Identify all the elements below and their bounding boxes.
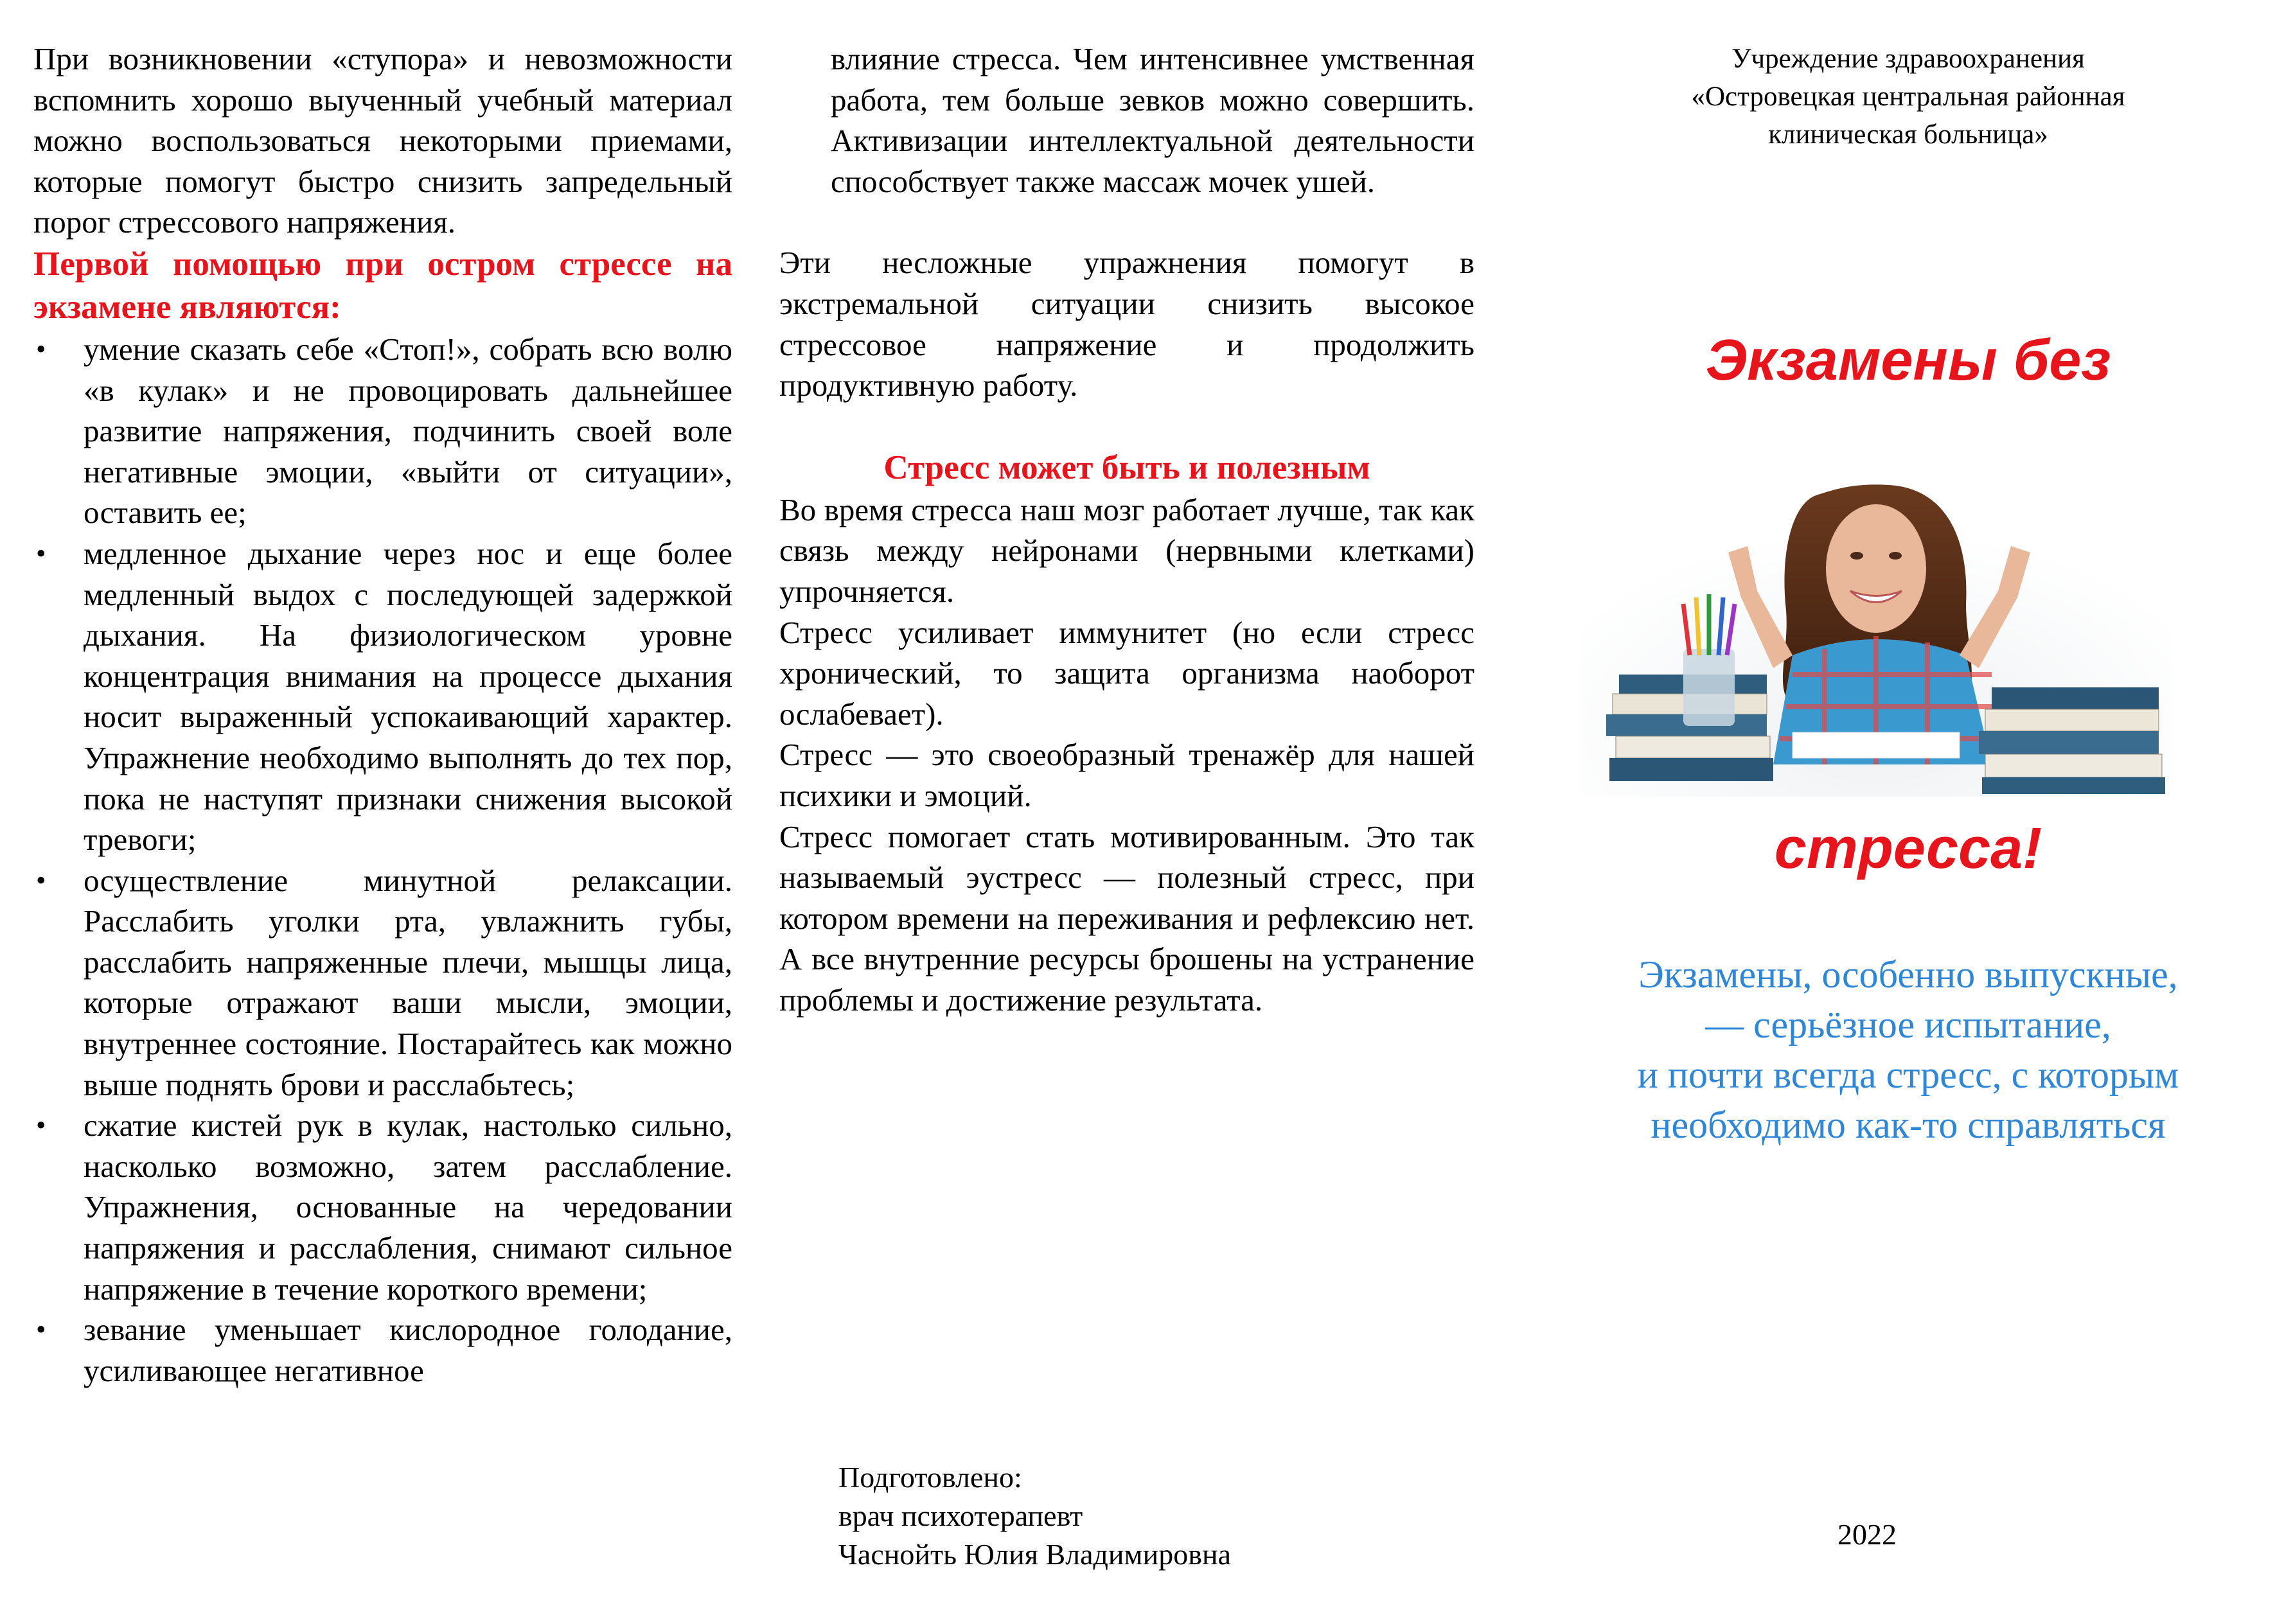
- useful-stress-heading: Стресс может быть и полезным: [883, 448, 1370, 486]
- middle-column: [779, 39, 1474, 1020]
- author-position: врач психотерапевт: [838, 1499, 1083, 1532]
- student-with-books-image: [1580, 463, 2172, 797]
- subtitle-text: [1555, 949, 2262, 1150]
- year: 2022: [1837, 1518, 1897, 1551]
- subtitle-line: необходимо как-то справляться: [1651, 1104, 2166, 1146]
- list-item: • зевание уменьшает кислородное голодание, усиливающее негативное: [33, 1309, 732, 1391]
- left-column: [33, 39, 732, 1391]
- first-aid-list: [33, 329, 732, 1391]
- continuation-block: [779, 39, 1474, 202]
- stress-paragraph: Стресс усиливает иммунитет (но если стресс хронический, то защита организма наоборот ослабевает).: [779, 614, 1474, 732]
- list-item: • осуществление минутной релаксации. Расслабить уголки рта, увлажнить губы, расслабить напряженные плечи, мышцы лица, которые отражают ваши мысли, эмоции, внутреннее состояние. Постарайтесь как можно выше поднять брови и расслабьтесь;: [33, 860, 732, 1106]
- prepared-by: [838, 1458, 1231, 1574]
- spacer: [779, 202, 1474, 242]
- summary-paragraph: Эти несложные упражнения помогут в экстремальной ситуации снизить высокое стрессовое напряжение и продолжить продуктивную работу.: [779, 245, 1474, 403]
- intro-paragraph: При возникновении «ступора» и невозможности вспомнить хорошо выученный учебный материал можно воспользоваться некоторыми приемами, которые помогут быстро снизить запредельный порог стрессового напряжения.: [33, 41, 732, 240]
- institution-line: клиническая больница»: [1768, 119, 2048, 150]
- list-item: • умение сказать себе «Стоп!», собрать всю волю «в кулак» и не провоцировать дальнейшее развитие напряжения, подчинить своей воле негативные эмоции, «выйти от ситуации», оставить ее;: [33, 329, 732, 533]
- subtitle-line: Экзамены, особенно выпускные,: [1638, 953, 2178, 996]
- author-name: Часнойть Юлия Владимировна: [838, 1538, 1232, 1571]
- title-line-1: Экзамены без: [1705, 328, 2111, 393]
- subtitle-line: и почти всегда стресс, с которым: [1637, 1054, 2179, 1096]
- subtitle-line: — серьёзное испытание,: [1705, 1003, 2111, 1046]
- list-item: • медленное дыхание через нос и еще более медленный выдох с последующей задержкой дыхания. На физиологическом уровне концентрация внимания на процессе дыхания носит выраженный успокаивающий характер. Упражнение необходимо выполнять до тех пор, пока не наступят признаки снижения высокой тревоги;: [33, 533, 732, 860]
- institution-name: [1568, 40, 2249, 154]
- continuation-paragraph: влияние стресса. Чем интенсивнее умственная работа, тем больше зевков можно совершить. Активизации интеллектуальной деятельности способствует также массаж мочек ушей.: [831, 41, 1474, 199]
- stress-paragraph: Стресс — это своеобразный тренажёр для нашей психики и эмоций.: [779, 737, 1474, 813]
- institution-line: Учреждение здравоохранения: [1731, 44, 2085, 74]
- stress-paragraph: Во время стресса наш мозг работает лучше, так как связь между нейронами (нервными клетками) упрочняется.: [779, 491, 1474, 609]
- spacer: [779, 406, 1474, 446]
- prepared-label: Подготовлено:: [838, 1461, 1022, 1494]
- first-aid-heading: Первой помощью при остром стрессе на экзамене являются:: [33, 245, 732, 326]
- stress-paragraph: Стресс помогает стать мотивированным. Это так называемый эустресс — полезный стресс, при котором времени на переживания и рефлексию нет. А все внутренние ресурсы брошены на устранение проблемы и достижение результата.: [779, 818, 1474, 1018]
- list-item: • сжатие кистей рук в кулак, настолько сильно, насколько возможно, затем расслабление. Упражнения, основанные на чередовании напряжения и расслабления, снимают сильное напряжение в течение короткого времени;: [33, 1105, 732, 1309]
- institution-line: «Островецкая центральная районная: [1691, 82, 2125, 112]
- title-line-2: стресса!: [1774, 816, 2042, 881]
